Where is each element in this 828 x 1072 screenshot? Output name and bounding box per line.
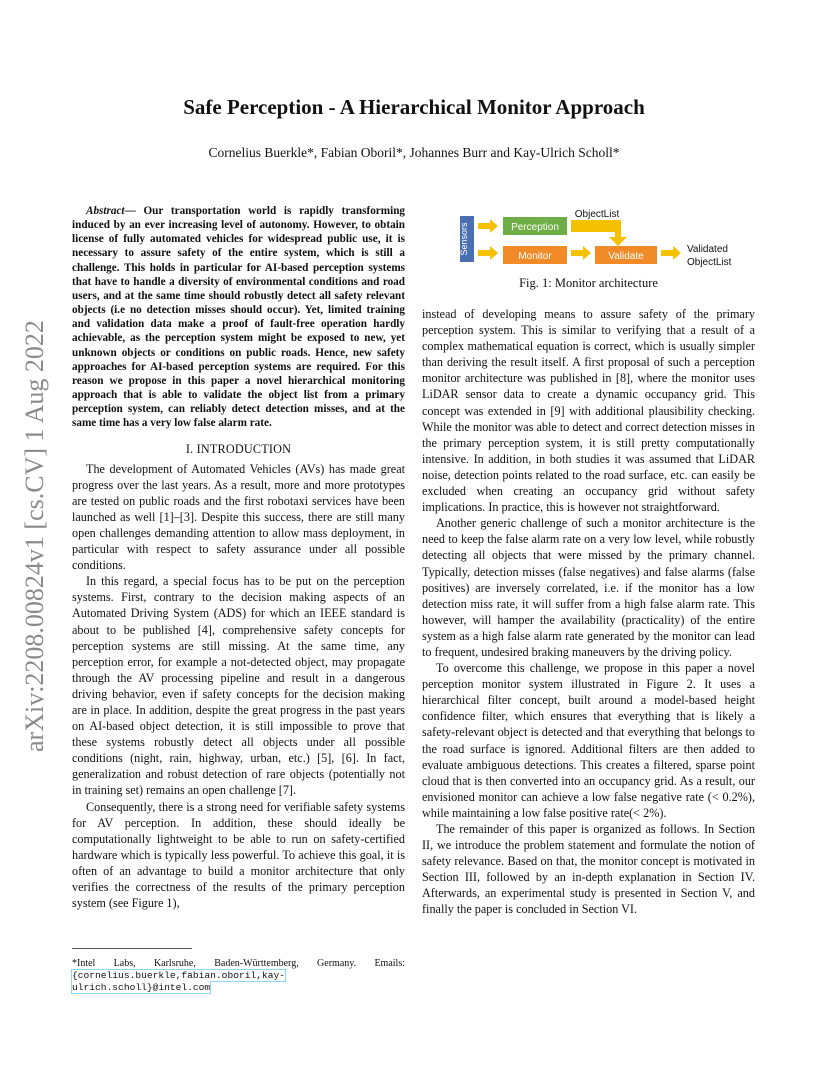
objectlist-label: ObjectList — [574, 209, 620, 220]
author-list: Cornelius Buerkle*, Fabian Oboril*, Johannes Burr and Kay-Ulrich Scholl* — [208, 145, 620, 160]
paragraph: Consequently, there is a strong need for verifiable safety systems for AV perception. In addition, these should ideally be computationally lightweight to be able to run on safety-certified hardware which is typically less powerful. To achieve this goal, it is often of an advantage to build a monitor architecture that only verifies the correctness of the results of the primary perception system (see Figure 1), — [72, 799, 405, 911]
paper-title: Safe Perception - A Hierarchical Monitor Approach — [183, 95, 645, 119]
email-link[interactable]: {cornelius.buerkle,fabian.oboril,kay-ulrich.scholl}@intel.com — [72, 970, 286, 994]
footnote-rule — [72, 948, 192, 949]
abstract-label: Abstract — [86, 205, 125, 217]
footnote — [72, 958, 405, 995]
monitor-label: Monitor — [518, 251, 552, 262]
validate-label: Validate — [608, 251, 644, 262]
architecture-diagram — [455, 204, 755, 276]
arrow-icon — [661, 246, 681, 260]
paragraph: Another generic challenge of such a monitor architecture is the need to keep the false alarm rate on a very low level, while robustly detecting all objects that were missed by the primary channel. Typically, detection misses (false negatives) and false alarms (false positives) are inversely correlated, i.e. if the monitor has a low detection miss rate, it will suffer from a high false alarm rate. This however, will hamper the availability (practicality) of the entire system as a high false alarm rate generated by the monitor can lead to frequent, undesired braking maneuvers by the driving policy. — [422, 516, 755, 659]
right-column — [422, 306, 755, 918]
sensors-label: Sensors — [459, 222, 469, 256]
paragraph: To overcome this challenge, we propose in this paper a novel perception monitor system illustrated in Figure 2. It uses a hierarchical filter concept, built around a model-based height confidence filter, which ensures that everything that is likely a safety-relevant object is detected and that everything that belongs to the road surface is ignored. Additional filters are then added to evaluate ambiguous detections. This creates a filtered, sparse point cloud that is then converted into an occupancy grid. As a result, our envisioned monitor can achieve a low false negative rate (< 0.2%), while maintaining a low false positive rate(< 2%). — [422, 661, 755, 820]
abstract-text: Our transportation world is rapidly transforming induced by an ever increasing level of autonomy. However, to obtain license of fully automated vehicles for widespread public use, it is necessary to assure safety of the entire system, which is still a challenge. This holds in particular for AI-based perception systems that have to handle a diversity of environmental conditions and road users, and at the same time should robustly detect all safety relevant objects (i.e no detection misses should occur). Yet, limited training and validation data make a proof of fault-free operation hardly achievable, as the perception system might be exposed to new, yet unknown objects or conditions on public roads. Hence, new safety approaches for AI-based perception systems are required. For this reason we propose in this paper a novel hierarchical monitoring approach that is able to validate the object list from a primary perception system, can reliably detect detection misses, and at the same time has a very low false alarm rate. — [72, 205, 406, 430]
paragraph: In this regard, a special focus has to be put on the perception systems. First, contrary to the decision making aspects of an Automated Driving System (ADS) for which an IEEE standard is about to be published [4], comprehensive safety concepts for perception systems are still missing. At the same time, any perception error, for example a not-detected object, may propagate through the AV processing pipeline and result in a dangerous driving behavior, even if safety concepts for the decision making are in place. In addition, despite the great progress in the past years on AI-based object detection, it is still impossible to prove that these systems robustly detect all objects under all possible conditions (night, rain, highway, urban, etc.) [5], [6]. In fact, generalization and robust detection of rare objects (potentially not in training set) remains an open challenge [7]. — [72, 574, 405, 798]
abstract-dash: — — [124, 205, 144, 217]
figure-monitor-architecture — [455, 204, 755, 276]
footnote-text: *Intel Labs, Karlsruhe, Baden-Württemberg, Germany. Emails: — [72, 958, 405, 969]
paragraph: The remainder of this paper is organized as follows. In Section II, we introduce the problem statement and formulate the notion of safety relevance. Based on that, the monitor concept is motivated in Section III, followed by an in-depth explanation in Section IV. Afterwards, an experimental study is presented in Section V, and finally the paper is concluded in Section VI. — [422, 822, 755, 917]
perception-label: Perception — [511, 222, 559, 233]
output-label-line1: Validated — [687, 244, 728, 255]
abstract — [72, 204, 405, 431]
arrow-icon — [478, 219, 498, 233]
arrow-icon — [571, 220, 627, 246]
arxiv-side-tag: arXiv:2208.00824v1 [cs.CV] 1 Aug 2022 — [20, 320, 49, 752]
paragraph: The development of Automated Vehicles (AVs) has made great progress over the last years. As a result, more and more prototypes are tested on public roads and the first robotaxi services have been launched as well [1]–[3]. Despite this success, there are still many open challenges demanding attention to allow mass deployment, in particular with respect to safety assurance under all possible conditions. — [72, 461, 405, 573]
figure-caption: Fig. 1: Monitor architecture — [519, 276, 658, 290]
section-heading-introduction: I. INTRODUCTION — [185, 441, 292, 456]
left-column — [72, 204, 405, 911]
output-label-line2: ObjectList — [687, 257, 732, 268]
paragraph: instead of developing means to assure safety of the primary perception system. This is similar to verifying that a result of a complex mathematical equation is correct, which is usually simpler than deriving the result itself. A first proposal of such a perception monitor architecture was published in [8], where the monitor uses LiDAR sensor data to create a dynamic occupancy grid. This concept was extended in [9] with additional plausibility checking. While the monitor was able to detect and correct detection misses in the primary perception system, it is still pretty computationally intensive. In addition, in both studies it was assumed that LiDAR noise, detection points related to the road surface, etc. can easily be excluded when creating an occupancy grid without safety implications. In practice, this is however not straightforward. — [422, 307, 755, 515]
arrow-icon — [571, 246, 591, 260]
arrow-icon — [478, 246, 498, 260]
